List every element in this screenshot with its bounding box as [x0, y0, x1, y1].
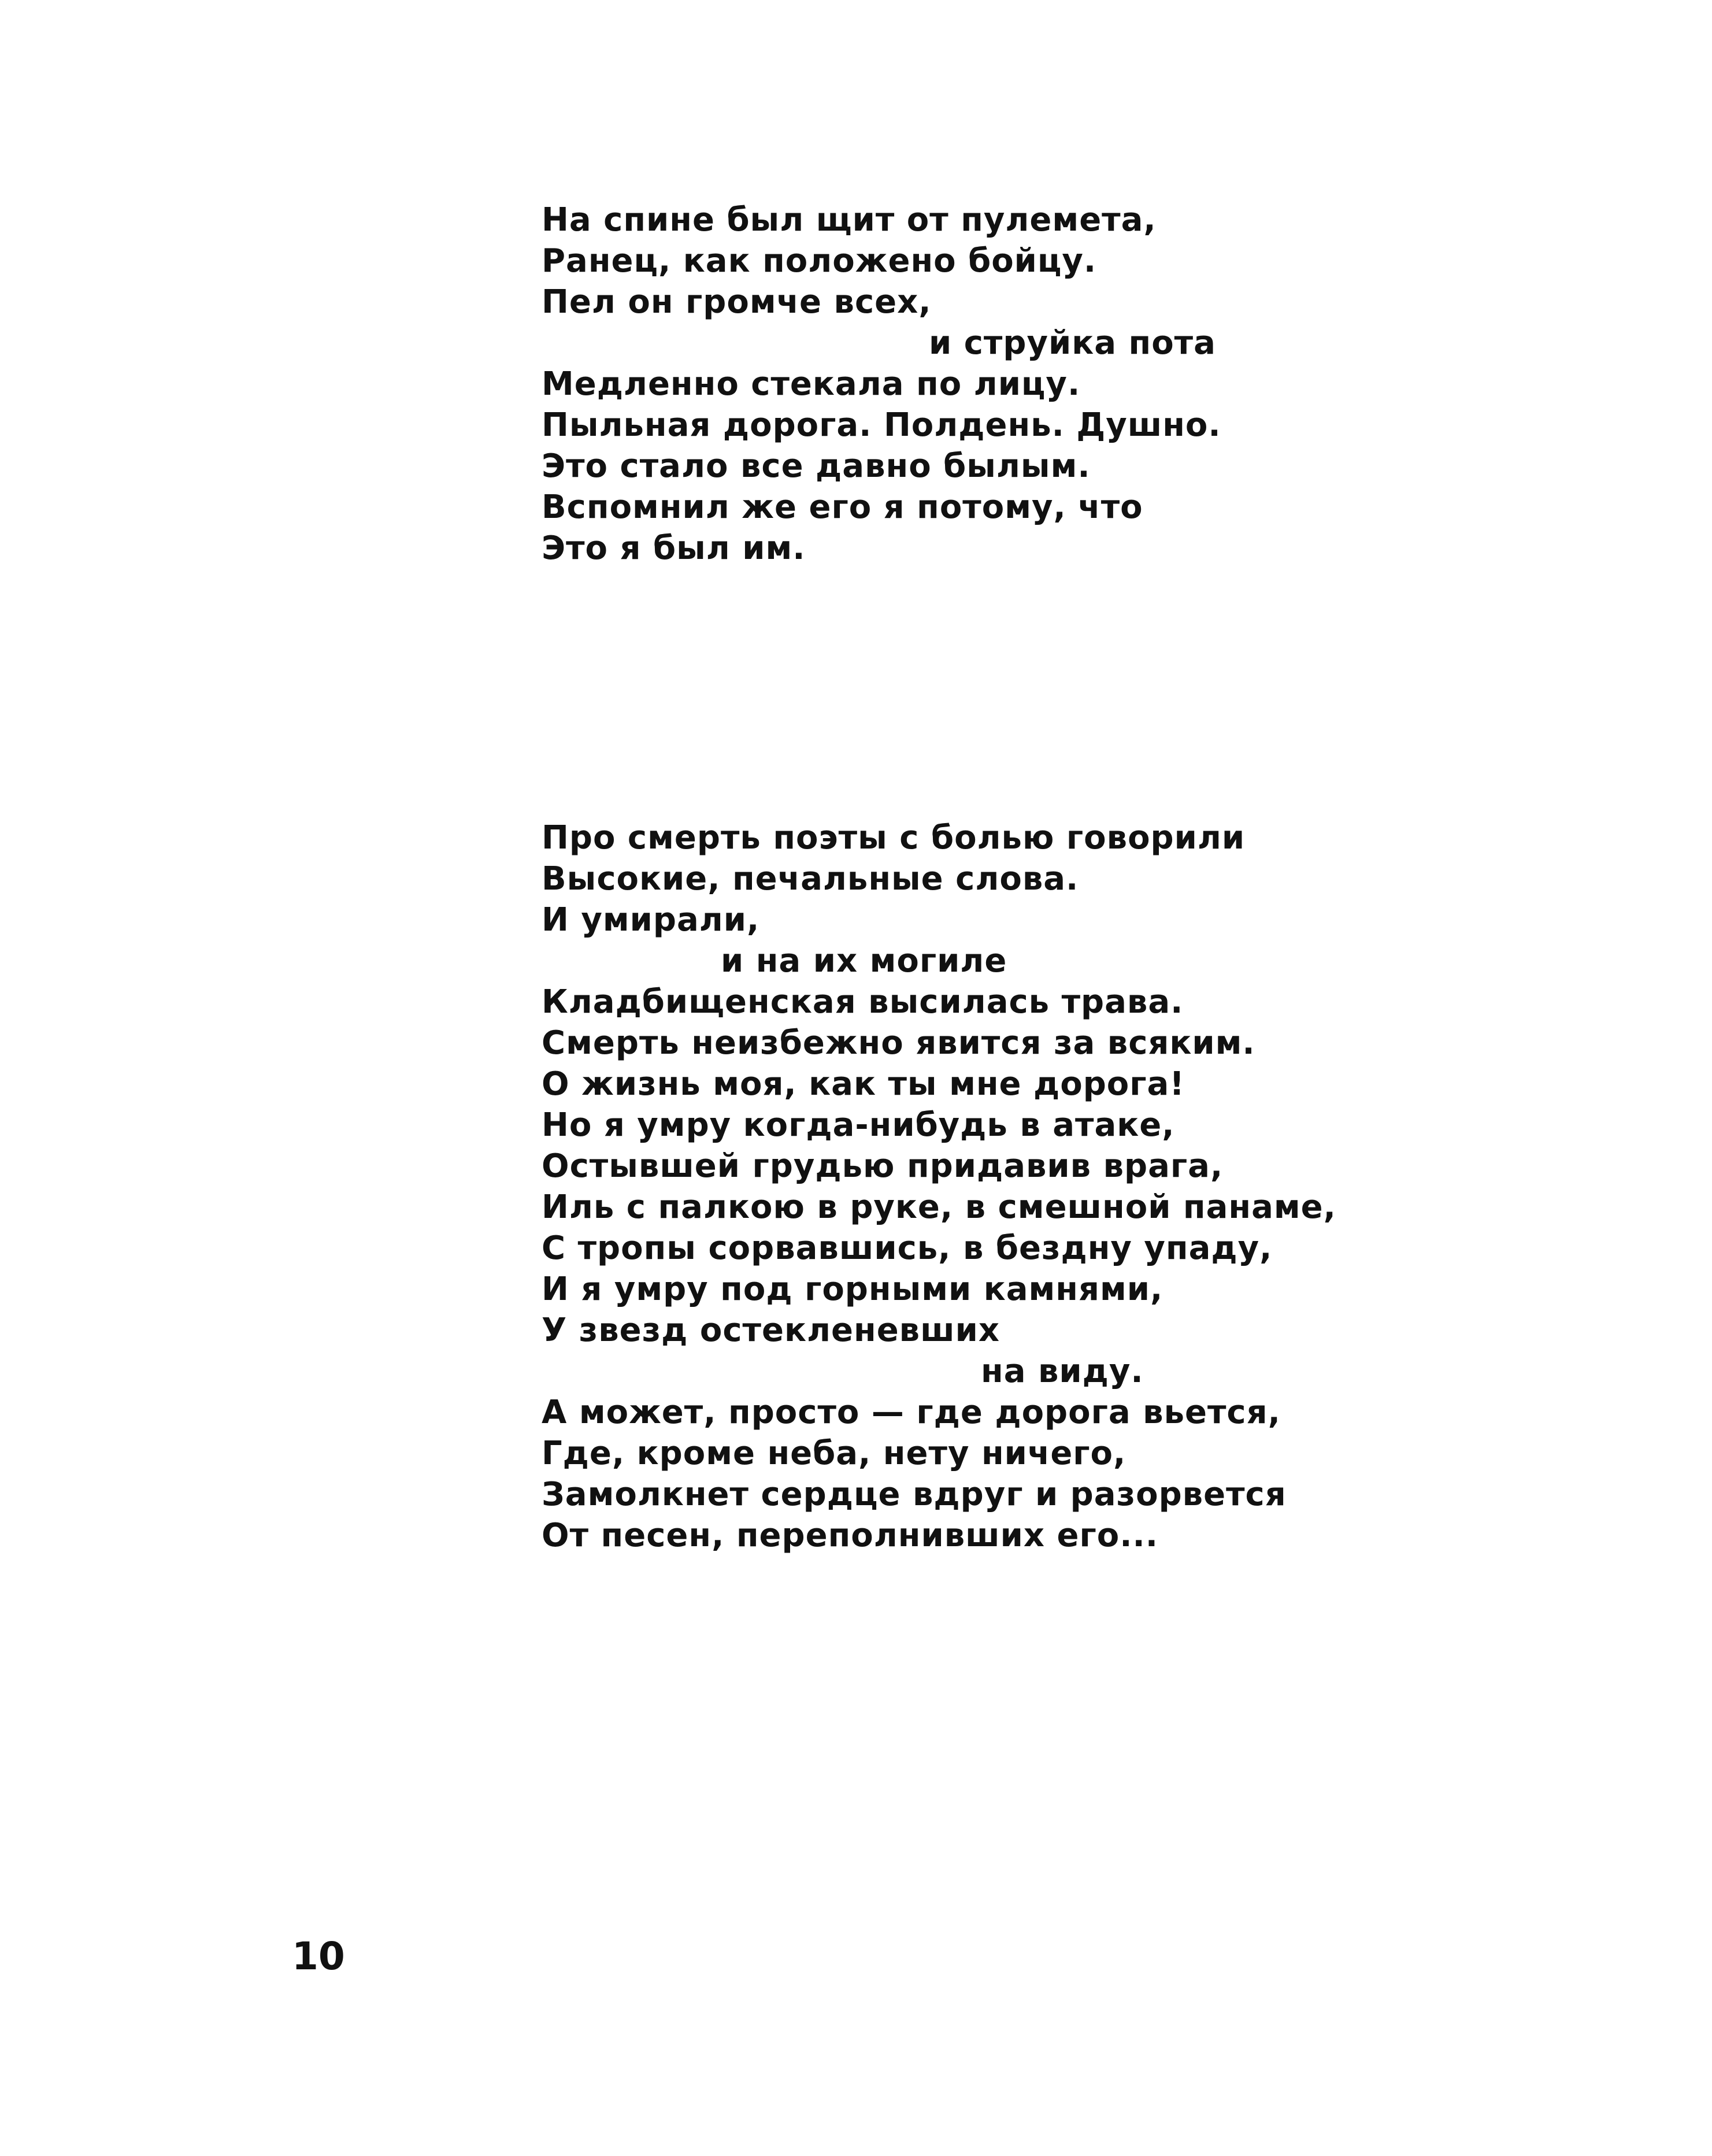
poem-line: О жизнь моя, как ты мне дорога!	[542, 1065, 1185, 1103]
poem-line: А может, просто — где дорога вьется,	[542, 1394, 1281, 1431]
page-number: 10	[292, 1934, 345, 1979]
poem-line: С тропы сорвавшись, в бездну упаду,	[542, 1229, 1273, 1267]
poem-line: и на их могиле	[721, 942, 1007, 980]
poem-line: Кладбищенская высилась трава.	[542, 983, 1184, 1021]
poem-line: Ранец, как положено бойцу.	[542, 242, 1097, 280]
poem-line: Вспомнил же его я потому, что	[542, 488, 1143, 526]
poem-line: Но я умру когда-нибудь в атаке,	[542, 1106, 1175, 1144]
poem-line: Остывшей грудью придавив врага,	[542, 1147, 1224, 1185]
poem-line: Замолкнет сердце вдруг и разорвется	[542, 1476, 1287, 1513]
poem-line: Пел он громче всех,	[542, 283, 932, 321]
poem-line: Это стало все давно былым.	[542, 447, 1091, 485]
poem-line: Высокие, печальные слова.	[542, 860, 1079, 898]
poem-line: Иль с палкою в руке, в смешной панаме,	[542, 1188, 1336, 1226]
poem-line: и струйка пота	[929, 324, 1216, 362]
poem-2	[542, 817, 1336, 1556]
poem-line: На спине был щит от пулемета,	[542, 201, 1157, 239]
poem-line: Пыльная дорога. Полдень. Душно.	[542, 406, 1221, 444]
poem-line: Это я был им.	[542, 529, 806, 567]
poem-1	[542, 199, 1221, 569]
poem-line: на виду.	[981, 1353, 1144, 1390]
poem-line: У звезд остекленевших	[542, 1312, 1000, 1349]
poem-line: И умирали,	[542, 901, 760, 939]
poem-line: Где, кроме неба, нету ничего,	[542, 1435, 1126, 1472]
poem-line: И я умру под горными камнями,	[542, 1270, 1163, 1308]
poem-line: От песен, переполнивших его...	[542, 1517, 1159, 1554]
poem-line: Про смерть поэты с болью говорили	[542, 819, 1246, 857]
poem-line: Смерть неизбежно явится за всяким.	[542, 1024, 1255, 1062]
poem-line: Медленно стекала по лицу.	[542, 365, 1081, 403]
